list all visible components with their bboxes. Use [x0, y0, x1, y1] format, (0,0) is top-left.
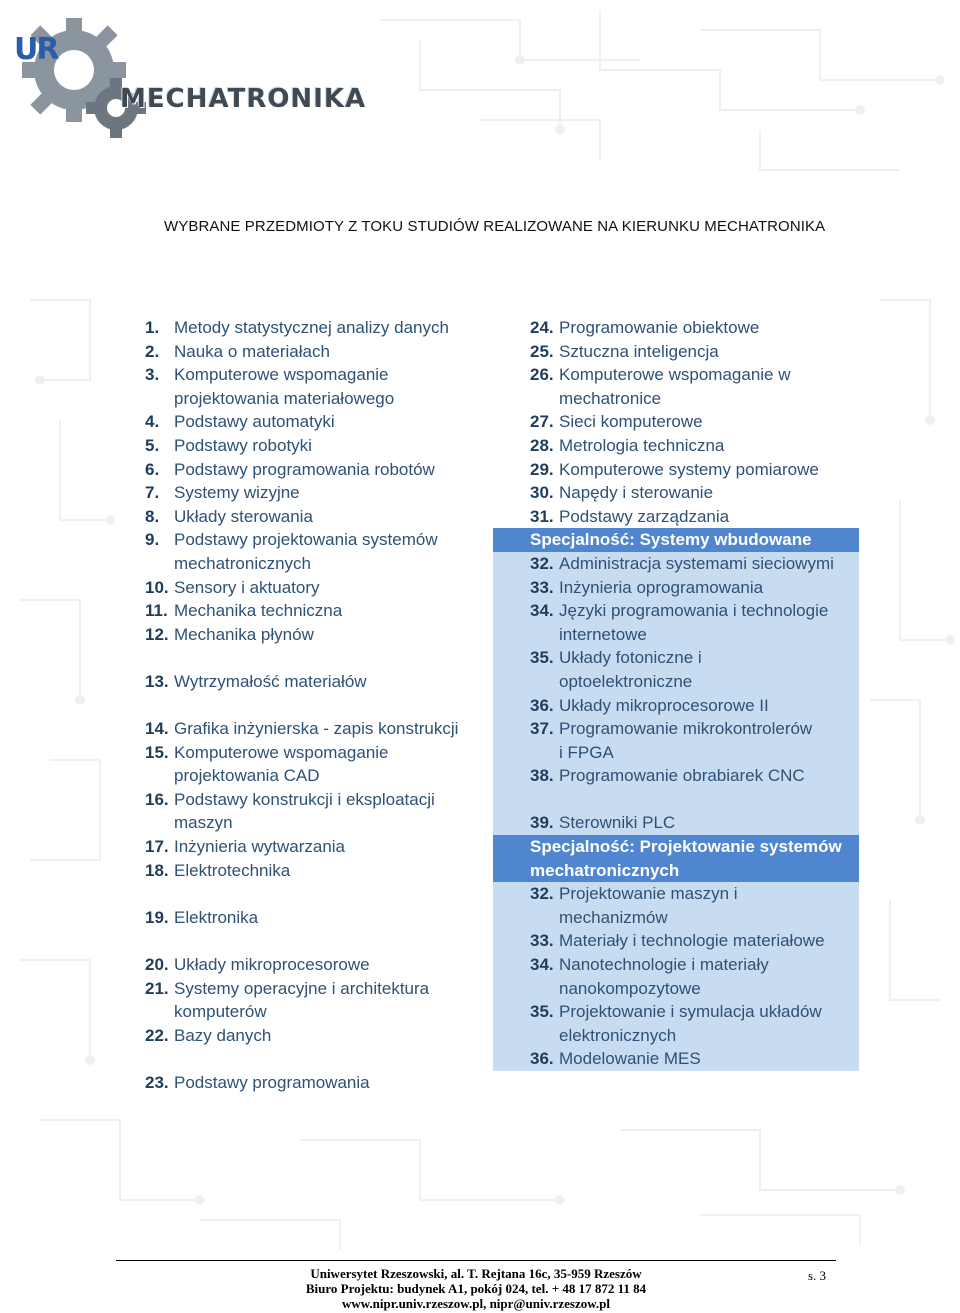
subject-name: internetowe [559, 624, 647, 644]
subject-number: 15. [145, 742, 169, 762]
subject-item [493, 481, 859, 505]
subject-item [145, 1024, 485, 1048]
subject-item [493, 410, 859, 434]
subject-item [145, 623, 485, 647]
subject-number: 12. [145, 624, 169, 644]
subject-name: projektowania materiałowego [174, 388, 395, 408]
subject-name: Elektrotechnika [174, 860, 291, 880]
subject-item [145, 741, 485, 788]
subject-number: 25. [530, 341, 554, 361]
subject-name: Podstawy projektowania systemów [174, 530, 438, 550]
subject-item [145, 316, 485, 340]
subject-name: Inżynieria oprogramowania [559, 577, 764, 597]
subject-name: Układy sterowania [174, 506, 313, 526]
subject-name: Programowanie obrabiarek CNC [559, 766, 805, 786]
subject-item [493, 811, 859, 835]
subject-name: Podstawy robotyki [174, 435, 312, 455]
subject-item [493, 316, 859, 340]
logo-badge: UR [14, 32, 58, 67]
subject-number: 28. [530, 435, 554, 455]
subject-item [493, 929, 859, 953]
subject-item [493, 694, 859, 718]
subject-name: Układy mikroprocesorowe II [559, 695, 769, 715]
subject-name: Układy mikroprocesorowe [174, 955, 370, 975]
subject-number: 20. [145, 955, 169, 975]
subject-number: 32. [530, 884, 554, 904]
subject-number: 36. [530, 1049, 554, 1069]
subject-number: 33. [530, 931, 554, 951]
subject-number: 10. [145, 577, 169, 597]
subject-number: 7. [145, 483, 160, 503]
common-subjects-list [493, 316, 859, 528]
subject-name: mechatronice [559, 388, 662, 408]
subject-name: Napędy i sterowanie [559, 483, 714, 503]
footer [116, 1266, 836, 1311]
subject-item [493, 953, 859, 1000]
subject-number: 2. [145, 341, 160, 361]
subject-name: projektowania CAD [174, 766, 320, 786]
specialization-items [493, 552, 859, 835]
subject-item [145, 717, 485, 741]
specialization-items [493, 882, 859, 1071]
subject-name: Podstawy programowania robotów [174, 459, 435, 479]
subject-name: Komputerowe wspomaganie [174, 365, 389, 385]
specialization-title: Specjalność: Projektowanie systemów [530, 837, 842, 857]
subject-number: 19. [145, 907, 169, 927]
subject-item [145, 528, 485, 575]
subject-name: Administracja systemami sieciowymi [559, 553, 834, 573]
logo-name: MECHATRONIKA [120, 84, 367, 114]
subject-name: Podstawy programowania [174, 1073, 370, 1092]
subject-number: 4. [145, 412, 160, 432]
subject-number: 36. [530, 695, 554, 715]
subject-name: mechanizmów [559, 907, 668, 927]
subject-name: Systemy wizyjne [174, 483, 300, 503]
subject-item [493, 505, 859, 529]
subject-item [145, 363, 485, 410]
subject-item [493, 1000, 859, 1047]
subject-item [145, 505, 485, 529]
subject-name: Projektowanie maszyn i [559, 884, 738, 904]
page-title: WYBRANE PRZEDMIOTY Z TOKU STUDIÓW REALIZOWANE NA KIERUNKU MECHATRONIKA [164, 218, 826, 235]
subject-number: 24. [530, 318, 554, 337]
subject-number: 17. [145, 837, 169, 857]
subject-name: i FPGA [559, 742, 614, 762]
subject-name: Podstawy automatyki [174, 412, 335, 432]
subjects-right-column [493, 316, 859, 1071]
footer-office: Biuro Projektu: budynek A1, pokój 024, tel. + 48 17 872 11 84 [305, 1281, 647, 1296]
subject-name: elektronicznych [559, 1025, 677, 1045]
subject-name: Modelowanie MES [559, 1049, 701, 1069]
subject-item [145, 481, 485, 505]
subject-name: optoelektroniczne [559, 671, 693, 691]
subject-item [145, 1071, 485, 1095]
subject-name: maszyn [174, 813, 233, 833]
subject-item [493, 552, 859, 576]
logo [4, 10, 384, 140]
subject-name: Języki programowania i technologie [559, 601, 829, 621]
subject-name: Bazy danych [174, 1025, 272, 1045]
page-number: s. 3 [807, 1268, 826, 1283]
subject-name: Sensory i aktuatory [174, 577, 320, 597]
specialization-heading [493, 835, 859, 882]
subject-number: 5. [145, 435, 160, 455]
specialization-title: mechatronicznych [530, 860, 680, 880]
subject-name: Systemy operacyjne i architektura [174, 978, 430, 998]
subject-name: Metody statystycznej analizy danych [174, 318, 449, 337]
subject-item [493, 340, 859, 364]
subject-number: 6. [145, 459, 160, 479]
subject-item [493, 576, 859, 600]
subject-name: Podstawy konstrukcji i eksploatacji [174, 789, 435, 809]
subject-number: 31. [530, 506, 554, 526]
subject-item [145, 599, 485, 623]
subject-item [145, 953, 485, 977]
subject-name: Układy fotoniczne i [559, 648, 702, 668]
subject-number: 22. [145, 1025, 169, 1045]
specialization-heading [493, 528, 859, 552]
gear-icon [4, 10, 384, 140]
subject-name: mechatronicznych [174, 553, 312, 573]
subject-number: 26. [530, 365, 554, 385]
subject-item [493, 717, 859, 764]
subject-name: komputerów [174, 1002, 267, 1022]
subject-number: 18. [145, 860, 169, 880]
subject-item [145, 576, 485, 600]
subject-number: 29. [530, 459, 554, 479]
footer-contact [116, 1296, 836, 1311]
specialization-mechatronic-design [493, 835, 859, 1071]
subject-number: 39. [530, 813, 554, 833]
subject-item [145, 788, 485, 835]
specialization-title: Specjalność: Systemy wbudowane [530, 530, 812, 550]
subject-item [145, 670, 485, 694]
subject-number: 9. [145, 530, 160, 550]
subject-number: 32. [530, 553, 554, 573]
subject-item [145, 906, 485, 930]
subject-item [493, 599, 859, 646]
subject-name: Grafika inżynierska - zapis konstrukcji [174, 719, 459, 739]
subject-name: Komputerowe wspomaganie w [559, 365, 791, 385]
subject-name: nanokompozytowe [559, 978, 701, 998]
subject-item [145, 835, 485, 859]
subject-item [145, 434, 485, 458]
subject-number: 21. [145, 978, 169, 998]
subject-name: Materiały i technologie materiałowe [559, 931, 825, 951]
subject-name: Projektowanie i symulacja układów [559, 1002, 822, 1022]
subject-item [145, 458, 485, 482]
footer-divider [116, 1260, 836, 1261]
subject-number: 35. [530, 648, 554, 668]
subject-name: Inżynieria wytwarzania [174, 837, 346, 857]
subject-number: 1. [145, 318, 160, 337]
subject-name: Podstawy zarządzania [559, 506, 730, 526]
subject-number: 3. [145, 365, 160, 385]
subject-name: Programowanie mikrokontrolerów [559, 719, 813, 739]
subject-name: Sterowniki PLC [559, 813, 676, 833]
subject-name: Wytrzymałość materiałów [174, 671, 367, 691]
subject-item [493, 363, 859, 410]
subject-name: Programowanie obiektowe [559, 318, 760, 337]
subject-number: 16. [145, 789, 169, 809]
footer-address: Uniwersytet Rzeszowski, al. T. Rejtana 16c, 35-959 Rzeszów [310, 1266, 642, 1281]
subject-number: 23. [145, 1073, 169, 1092]
subject-name: Metrologia techniczna [559, 435, 725, 455]
subject-number: 30. [530, 483, 554, 503]
subject-item [493, 458, 859, 482]
subject-number: 33. [530, 577, 554, 597]
specialization-embedded-systems [493, 528, 859, 835]
subject-name: Sztuczna inteligencja [559, 341, 719, 361]
subject-item [145, 340, 485, 364]
subject-item [493, 434, 859, 458]
subject-number: 11. [145, 601, 168, 621]
subject-item [145, 977, 485, 1024]
subject-number: 37. [530, 719, 554, 739]
subject-item [493, 646, 859, 693]
subject-name: Sieci komputerowe [559, 412, 703, 432]
subject-name: Elektronika [174, 907, 259, 927]
subject-number: 34. [530, 601, 554, 621]
subject-number: 14. [145, 719, 169, 739]
subject-name: Komputerowe systemy pomiarowe [559, 459, 819, 479]
subject-number: 27. [530, 412, 554, 432]
subject-number: 13. [145, 671, 169, 691]
subject-item [145, 410, 485, 434]
subject-name: Nanotechnologie i materiały [559, 955, 769, 975]
subject-name: Mechanika płynów [174, 624, 314, 644]
subject-name: Nauka o materiałach [174, 341, 330, 361]
footer-web-email: www.nipr.univ.rzeszow.pl, nipr@univ.rzeszow.pl [341, 1296, 611, 1311]
subject-item [493, 882, 859, 929]
subject-number: 35. [530, 1002, 554, 1022]
subject-name: Komputerowe wspomaganie [174, 742, 389, 762]
subject-item [493, 1047, 859, 1071]
subject-number: 8. [145, 506, 160, 526]
subject-number: 34. [530, 955, 554, 975]
subject-number: 38. [530, 766, 554, 786]
subjects-left-column [145, 316, 485, 1095]
subject-name: Mechanika techniczna [174, 601, 343, 621]
subject-item [145, 859, 485, 883]
subject-item [493, 764, 859, 788]
